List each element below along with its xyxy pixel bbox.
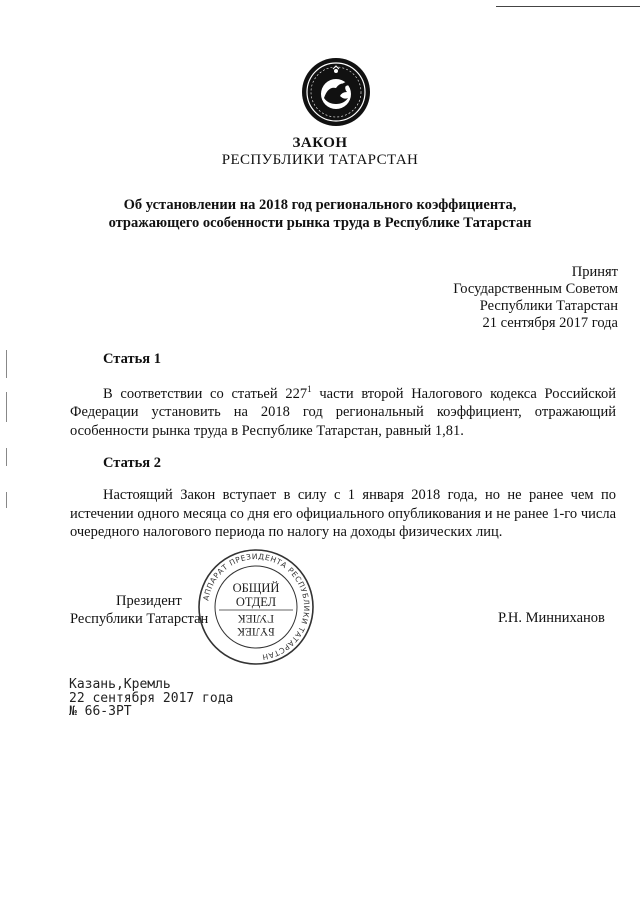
law-subject-line: отражающего особенности рынка труда в Республике Татарстан [108, 215, 532, 231]
signing-date: 22 сентября 2017 года [69, 690, 234, 706]
scan-margin-mark [6, 392, 7, 422]
adoption-block [453, 264, 618, 332]
adoption-line: Государственным Советом [453, 281, 618, 297]
scan-margin-mark [6, 448, 7, 466]
law-title: ЗАКОН [292, 135, 348, 151]
scan-margin-mark [6, 350, 7, 378]
stamp-line-inverted: ГУЛЕК [238, 612, 274, 624]
adoption-date: 21 сентября 2017 года [482, 315, 618, 331]
scan-margin-mark [6, 492, 7, 508]
official-stamp [197, 548, 315, 666]
tatarstan-emblem-icon [300, 56, 372, 128]
adoption-line: Республики Татарстан [479, 298, 618, 314]
article-2-text: Настоящий Закон вступает в силу с 1 января 2018 года, но не ранее чем по истечении одного месяца со дня его официального опубликования и не ранее 1-го числа очередного налогового периода по налогу на доходы физических лиц. [70, 487, 616, 540]
adoption-line: Принят [571, 264, 618, 280]
article-1-text-rest: части второй Налогового кодекса Российской Федерации установить на 2018 год региональный коэффициент, отражающий особенности рынка труда в Республике Татарстан, равный 1,81. [70, 385, 616, 439]
republic-title: РЕСПУБЛИКИ ТАТАРСТАН [221, 152, 419, 168]
article-2-heading: Статья 2 [103, 455, 161, 471]
stamp-line: ОБЩИЙ [232, 581, 280, 595]
top-rule [496, 6, 640, 7]
law-number: № 66-ЗРТ [69, 704, 132, 719]
stamp-line: ОТДЕЛ [235, 595, 277, 609]
article-1-superscript: 1 [307, 384, 312, 394]
stamp-line-inverted: БҮЛЕК [237, 625, 275, 637]
signatory-title-line: Республики Татарстан [70, 611, 209, 627]
signatory-title-line: Президент [116, 593, 182, 609]
place-date-number [69, 678, 233, 719]
article-1-text [70, 380, 616, 440]
article-1-heading: Статья 1 [103, 351, 161, 367]
law-subject [0, 196, 640, 232]
law-subject-line: Об установлении на 2018 год регионального коэффициента, [123, 197, 517, 213]
signatory-title [70, 592, 208, 628]
signatory-name: Р.Н. Минниханов [498, 610, 605, 626]
stamp-ring-text: АППАРАТ ПРЕЗИДЕНТА РЕСПУБЛИКИ ТАТАРСТАН [201, 551, 312, 662]
signing-place: Казань,Кремль [69, 677, 171, 692]
article-1-text-start: В соответствии со статьей 227 [103, 385, 308, 402]
